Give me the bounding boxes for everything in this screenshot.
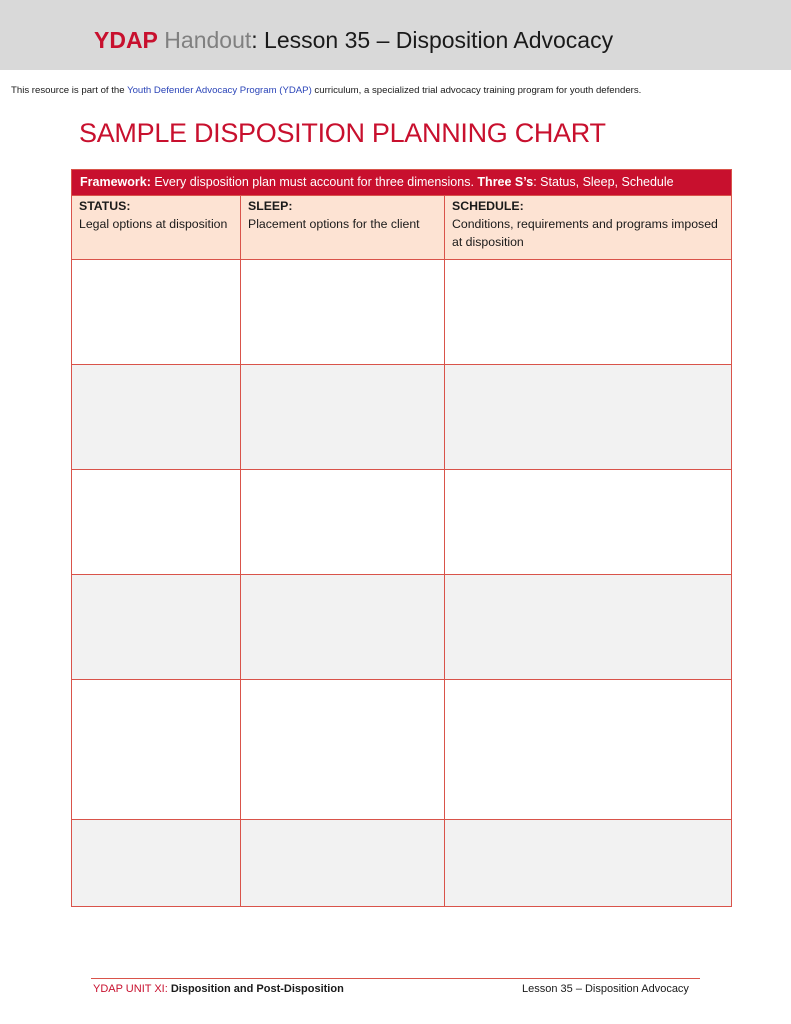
status-cell[interactable] xyxy=(72,365,241,470)
sleep-cell[interactable] xyxy=(241,820,445,907)
schedule-cell[interactable] xyxy=(445,260,732,365)
schedule-cell[interactable] xyxy=(445,575,732,680)
table-row xyxy=(72,260,732,365)
table-row xyxy=(72,365,732,470)
status-cell[interactable] xyxy=(72,470,241,575)
footer-lesson: Lesson 35 – Disposition Advocacy xyxy=(522,983,689,995)
sleep-cell[interactable] xyxy=(241,680,445,820)
schedule-description: Conditions, requirements and programs imposed at disposition xyxy=(452,217,718,249)
framework-text: Every disposition plan must account for three dimensions. xyxy=(150,175,478,189)
schedule-cell[interactable] xyxy=(445,470,732,575)
intro-before: This resource is part of the xyxy=(11,85,128,96)
status-column-header xyxy=(72,196,241,260)
footer-unit xyxy=(93,982,344,996)
sleep-column-header xyxy=(241,196,445,260)
three-s-text: : Status, Sleep, Schedule xyxy=(533,175,674,189)
schedule-cell[interactable] xyxy=(445,365,732,470)
three-s-label: Three S’s xyxy=(477,175,534,189)
intro-text xyxy=(11,84,641,97)
table-row xyxy=(72,470,732,575)
framework-label: Framework: xyxy=(80,175,151,189)
table-row xyxy=(72,575,732,680)
sleep-cell[interactable] xyxy=(241,365,445,470)
footer-unit-label: YDAP UNIT XI: xyxy=(93,983,171,995)
table-row xyxy=(72,680,732,820)
schedule-heading: SCHEDULE: xyxy=(452,199,524,213)
header-lesson: : Lesson 35 – Disposition Advocacy xyxy=(251,27,614,53)
sleep-description: Placement options for the client xyxy=(248,217,420,231)
status-description: Legal options at disposition xyxy=(79,217,228,231)
column-header-row xyxy=(72,196,732,260)
framework-banner xyxy=(72,170,732,196)
ydap-program-link[interactable]: Youth Defender Advocacy Program (YDAP) xyxy=(127,85,312,96)
sleep-cell[interactable] xyxy=(241,260,445,365)
header-title xyxy=(94,25,613,55)
header-band xyxy=(0,0,791,70)
header-ydap: YDAP xyxy=(94,27,158,53)
status-cell[interactable] xyxy=(72,260,241,365)
status-cell[interactable] xyxy=(72,575,241,680)
footer-divider xyxy=(91,978,700,979)
schedule-cell[interactable] xyxy=(445,680,732,820)
sleep-heading: SLEEP: xyxy=(248,199,293,213)
disposition-planning-table xyxy=(71,169,732,907)
status-cell[interactable] xyxy=(72,680,241,820)
footer-unit-title: Disposition and Post-Disposition xyxy=(170,983,344,995)
framework-row xyxy=(72,170,732,196)
status-cell[interactable] xyxy=(72,820,241,907)
table-row xyxy=(72,820,732,907)
intro-after: curriculum, a specialized trial advocacy training program for youth defenders. xyxy=(311,85,642,96)
header-handout: Handout xyxy=(157,27,252,53)
chart-title: SAMPLE DISPOSITION PLANNING CHART xyxy=(79,118,606,148)
sleep-cell[interactable] xyxy=(241,470,445,575)
schedule-column-header xyxy=(445,196,732,260)
status-heading: STATUS: xyxy=(79,199,131,213)
sleep-cell[interactable] xyxy=(241,575,445,680)
schedule-cell[interactable] xyxy=(445,820,732,907)
